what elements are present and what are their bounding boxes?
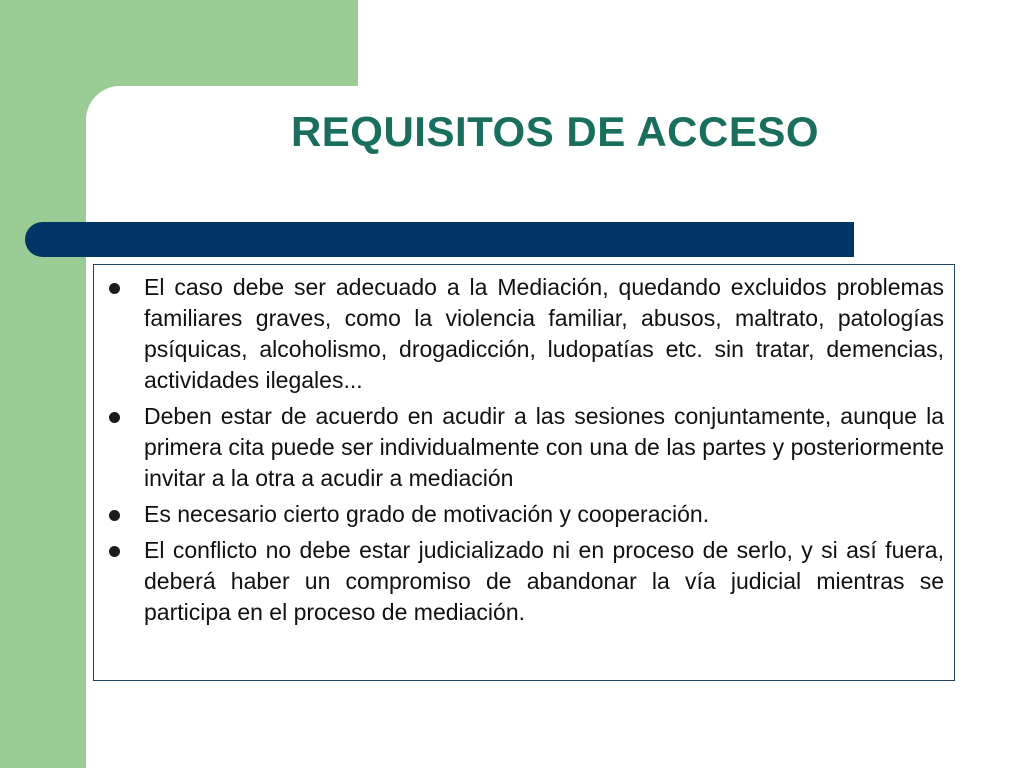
- bullet-text: El conflicto no debe estar judicializado ni en proceso de serlo, y si así fuera, deberá haber un compromiso de abandonar la vía judicial mientras se participa en el proceso de mediación.: [144, 537, 944, 625]
- bullet-dot-icon: [109, 546, 120, 557]
- bullet-item: [106, 272, 944, 396]
- bullet-list: [106, 272, 944, 633]
- bullet-text: Es necesario cierto grado de motivación y cooperación.: [144, 501, 710, 527]
- content-box: [93, 264, 955, 681]
- bullet-dot-icon: [109, 283, 120, 294]
- bullet-item: [106, 401, 944, 494]
- slide-title: REQUISITOS DE ACCESO: [290, 108, 820, 155]
- bullet-text: El caso debe ser adecuado a la Mediación, quedando excluidos problemas familiares graves, como la violencia familiar, abusos, maltrato, patologías psíquicas, alcoholismo, drogadicción, ludopatías etc. sin tratar, demencias, actividades ilegales...: [144, 274, 944, 393]
- bullet-item: [106, 535, 944, 628]
- decorative-navy-bar: [25, 222, 854, 257]
- bullet-item: [106, 499, 944, 530]
- bullet-dot-icon: [109, 412, 120, 423]
- bullet-text: Deben estar de acuerdo en acudir a las sesiones conjuntamente, aunque la primera cita puede ser individualmente con una de las partes y posteriormente invitar a la otra a acudir a mediación: [144, 403, 944, 491]
- bullet-dot-icon: [109, 510, 120, 521]
